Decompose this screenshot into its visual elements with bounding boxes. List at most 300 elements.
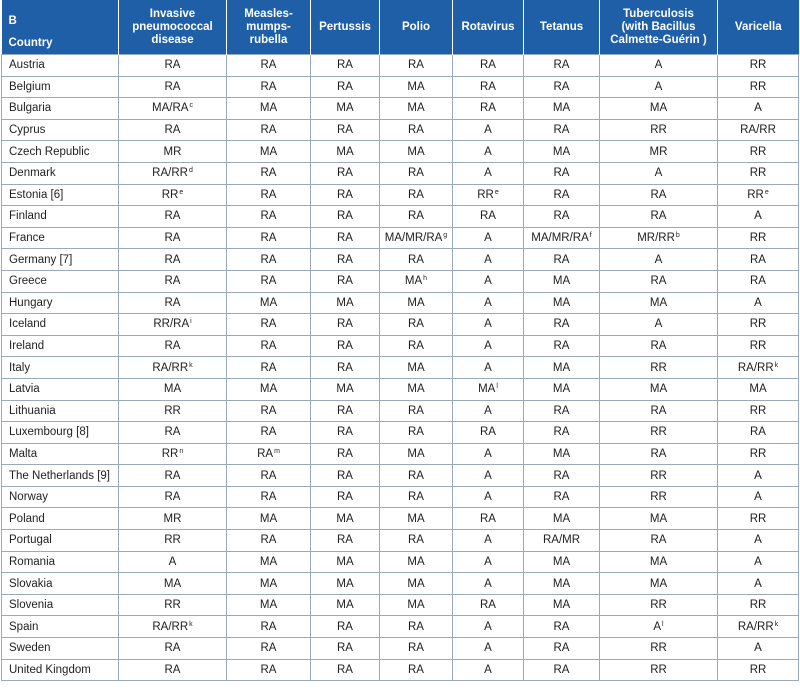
value-text: A	[754, 555, 762, 568]
country-cell	[2, 573, 119, 595]
value-cell-polio	[380, 227, 453, 249]
value-text: RA	[164, 642, 181, 655]
country-cell	[2, 659, 119, 681]
country-name: Portugal	[9, 534, 52, 547]
value-text: RA	[553, 167, 570, 180]
value-cell-rotavirus	[453, 508, 524, 530]
value-cell-polio	[380, 206, 453, 228]
value-text: RA	[337, 469, 353, 482]
value-text: RR	[749, 80, 767, 93]
country-cell	[2, 184, 119, 206]
value-text: MA	[336, 383, 354, 396]
value-cell-varicella	[718, 594, 799, 616]
value-cell-varicella	[718, 357, 799, 379]
value-text: RR	[749, 232, 767, 245]
table-row	[2, 357, 799, 379]
country-cell	[2, 162, 119, 184]
value-text: A	[484, 167, 492, 180]
value-cell-measles-mumps-rubella	[227, 378, 311, 400]
footnote-marker: n	[179, 447, 184, 455]
value-text: MA	[552, 296, 571, 309]
value-text: MA	[649, 102, 668, 115]
value-cell-measles-mumps-rubella	[227, 314, 311, 336]
value-cell-rotavirus	[453, 55, 524, 77]
value-cell-polio	[380, 98, 453, 120]
value-cell-tuberculosis	[600, 616, 718, 638]
table-row	[2, 55, 799, 77]
value-text: RA	[337, 534, 353, 547]
value-cell-pertussis	[311, 98, 380, 120]
value-cell-polio	[380, 119, 453, 141]
value-text: RA	[408, 167, 424, 180]
value-cell-measles-mumps-rubella	[227, 551, 311, 573]
value-text: A	[484, 318, 492, 331]
value-text: RA	[553, 340, 570, 353]
value-text: RA	[164, 124, 181, 137]
country-name: Germany [7]	[9, 253, 73, 266]
value-cell-invasive-pneumococcal-disease	[119, 335, 227, 357]
value-text: A	[484, 620, 492, 633]
table-row	[2, 270, 799, 292]
value-text: RA	[553, 469, 570, 482]
value-cell-varicella	[718, 638, 799, 660]
value-cell-varicella	[718, 76, 799, 98]
value-cell-tetanus	[524, 551, 600, 573]
table-row	[2, 530, 799, 552]
value-text: RA	[260, 253, 277, 266]
country-name: United Kingdom	[9, 663, 91, 676]
value-cell-invasive-pneumococcal-disease	[119, 141, 227, 163]
country-name: Latvia	[9, 383, 40, 396]
value-cell-varicella	[718, 551, 799, 573]
table-row	[2, 184, 799, 206]
value-cell-tuberculosis	[600, 443, 718, 465]
value-text: MA	[407, 80, 425, 93]
footnote-marker: g	[443, 232, 448, 240]
value-cell-rotavirus	[453, 551, 524, 573]
value-text: MA	[259, 296, 278, 309]
value-text: RA	[408, 469, 424, 482]
country-name: Slovenia	[9, 599, 54, 612]
value-cell-rotavirus	[453, 162, 524, 184]
value-text: MA	[259, 102, 278, 115]
value-cell-tetanus	[524, 443, 600, 465]
value-text: RR	[749, 663, 767, 676]
value-text: MA	[407, 361, 425, 374]
value-cell-rotavirus	[453, 422, 524, 444]
value-cell-varicella	[718, 335, 799, 357]
value-cell-measles-mumps-rubella	[227, 486, 311, 508]
value-cell-invasive-pneumococcal-disease	[119, 76, 227, 98]
country-cell	[2, 400, 119, 422]
value-cell-pertussis	[311, 314, 380, 336]
value-text: RA	[337, 426, 353, 439]
value-text: RA/RR	[152, 620, 189, 633]
value-cell-measles-mumps-rubella	[227, 98, 311, 120]
country-name: Spain	[9, 620, 39, 633]
value-text: MA	[552, 275, 571, 288]
table-row	[2, 422, 799, 444]
value-text: RA	[553, 663, 570, 676]
value-cell-pertussis	[311, 378, 380, 400]
value-cell-measles-mumps-rubella	[227, 55, 311, 77]
value-cell-measles-mumps-rubella	[227, 227, 311, 249]
value-text: RR	[749, 59, 767, 72]
value-text: MA/MR/RA	[531, 232, 589, 245]
value-text: RA	[480, 512, 496, 525]
value-cell-measles-mumps-rubella	[227, 249, 311, 271]
value-text: RA	[260, 318, 277, 331]
country-name: Estonia [6]	[9, 188, 64, 201]
header-country	[2, 0, 119, 55]
value-cell-measles-mumps-rubella	[227, 119, 311, 141]
value-cell-pertussis	[311, 162, 380, 184]
value-text: RA	[337, 253, 353, 266]
value-text: RA/RR	[740, 124, 776, 137]
value-text: A	[484, 577, 492, 590]
table-row	[2, 616, 799, 638]
value-text: RA	[337, 620, 353, 633]
value-text: RA	[408, 210, 424, 223]
value-cell-invasive-pneumococcal-disease	[119, 314, 227, 336]
value-text: RA	[553, 59, 570, 72]
value-cell-measles-mumps-rubella	[227, 443, 311, 465]
value-cell-tetanus	[524, 508, 600, 530]
value-text: RA	[553, 491, 570, 504]
value-text: A	[484, 124, 492, 137]
value-cell-rotavirus	[453, 594, 524, 616]
footnote-marker: c	[189, 102, 193, 110]
country-name: Sweden	[9, 642, 51, 655]
value-text: RA	[650, 188, 667, 201]
value-text: MA	[552, 447, 571, 460]
value-text: RA	[553, 404, 570, 417]
footnote-marker: l	[662, 620, 664, 628]
value-cell-invasive-pneumococcal-disease	[119, 465, 227, 487]
header-country-label: Country	[8, 37, 53, 49]
value-text: RA	[553, 188, 570, 201]
value-cell-varicella	[718, 659, 799, 681]
value-text: RA	[337, 188, 353, 201]
value-text: MA	[259, 599, 278, 612]
value-cell-polio	[380, 530, 453, 552]
country-name: Hungary	[9, 296, 53, 309]
table-row	[2, 638, 799, 660]
value-text: RA	[337, 59, 353, 72]
value-cell-tetanus	[524, 162, 600, 184]
value-text: RR	[650, 426, 667, 439]
value-cell-invasive-pneumococcal-disease	[119, 227, 227, 249]
value-cell-polio	[380, 659, 453, 681]
value-text: MA	[259, 512, 278, 525]
value-cell-rotavirus	[453, 659, 524, 681]
footnote-marker: k	[774, 361, 779, 369]
value-text: A	[654, 318, 663, 331]
country-name: Belgium	[9, 80, 51, 93]
value-cell-tuberculosis	[600, 400, 718, 422]
footnote-marker: m	[274, 447, 280, 455]
value-cell-polio	[380, 292, 453, 314]
value-cell-tuberculosis	[600, 530, 718, 552]
value-text: RA	[553, 620, 570, 633]
table-row	[2, 335, 799, 357]
value-text: MA	[336, 512, 354, 525]
header-tetanus-label: Tetanus	[539, 20, 584, 33]
country-name: Iceland	[9, 318, 47, 331]
table-row	[2, 119, 799, 141]
value-cell-tuberculosis	[600, 486, 718, 508]
value-text: RA	[260, 361, 277, 374]
value-cell-tuberculosis	[600, 465, 718, 487]
value-text: RA	[260, 469, 277, 482]
value-text: RA	[260, 620, 277, 633]
value-text: RA	[650, 210, 667, 223]
value-text: RA	[337, 447, 353, 460]
value-text: RA	[164, 210, 181, 223]
value-cell-pertussis	[311, 486, 380, 508]
value-cell-polio	[380, 357, 453, 379]
value-text: RA	[164, 469, 181, 482]
country-name: Romania	[9, 555, 56, 568]
value-text: MA	[749, 383, 767, 396]
value-text: RA	[164, 80, 181, 93]
value-text: RA	[337, 642, 353, 655]
value-cell-rotavirus	[453, 141, 524, 163]
table-row	[2, 98, 799, 120]
country-name: Italy	[9, 361, 31, 374]
value-cell-invasive-pneumococcal-disease	[119, 422, 227, 444]
value-text: RR	[650, 642, 667, 655]
country-name: The Netherlands [9]	[9, 469, 111, 482]
value-cell-pertussis	[311, 400, 380, 422]
value-cell-tetanus	[524, 486, 600, 508]
footnote-marker: i	[190, 318, 192, 326]
value-text: RA	[260, 124, 277, 137]
value-text: RA	[337, 167, 353, 180]
value-text: RA	[553, 426, 570, 439]
value-cell-rotavirus	[453, 270, 524, 292]
country-cell	[2, 206, 119, 228]
value-text: RA	[408, 534, 424, 547]
value-text: RA/RR	[737, 620, 774, 633]
value-text: RA	[650, 447, 667, 460]
value-text: RR	[749, 167, 767, 180]
value-text: RA	[408, 404, 424, 417]
value-text: RR/RA	[153, 318, 190, 331]
footnote-marker: e	[494, 188, 499, 196]
value-cell-polio	[380, 551, 453, 573]
value-cell-measles-mumps-rubella	[227, 616, 311, 638]
value-cell-rotavirus	[453, 573, 524, 595]
header-varicella-label: Varicella	[734, 20, 782, 33]
value-text: RR	[164, 404, 181, 417]
value-cell-varicella	[718, 465, 799, 487]
value-text: RA	[553, 642, 570, 655]
value-text: MA	[407, 145, 425, 158]
header-varicella	[718, 0, 799, 55]
value-text: MA	[649, 577, 668, 590]
table-row	[2, 162, 799, 184]
value-text: MA	[163, 383, 182, 396]
value-cell-pertussis	[311, 508, 380, 530]
value-cell-varicella	[718, 270, 799, 292]
value-text: A	[653, 620, 662, 633]
value-cell-pertussis	[311, 119, 380, 141]
value-text: A	[654, 59, 663, 72]
value-cell-polio	[380, 422, 453, 444]
value-text: A	[484, 145, 492, 158]
value-cell-varicella	[718, 616, 799, 638]
value-text: A	[654, 80, 663, 93]
table-row	[2, 573, 799, 595]
value-text: A	[754, 296, 762, 309]
value-cell-tuberculosis	[600, 292, 718, 314]
value-cell-rotavirus	[453, 227, 524, 249]
value-cell-invasive-pneumococcal-disease	[119, 292, 227, 314]
value-cell-tetanus	[524, 98, 600, 120]
value-text: RA	[260, 491, 277, 504]
header-rotavirus-label: Rotavirus	[461, 20, 515, 33]
value-text: MA	[407, 102, 425, 115]
table-row	[2, 314, 799, 336]
footnote-marker: k	[774, 620, 779, 628]
value-text: MA	[407, 512, 425, 525]
value-text: RA	[480, 59, 496, 72]
value-cell-varicella	[718, 119, 799, 141]
value-text: A	[484, 361, 492, 374]
value-text: RA	[260, 167, 277, 180]
country-cell	[2, 249, 119, 271]
value-cell-polio	[380, 141, 453, 163]
value-text: MA	[552, 599, 571, 612]
country-cell	[2, 119, 119, 141]
value-text: RA	[260, 59, 277, 72]
value-cell-polio	[380, 443, 453, 465]
value-cell-tetanus	[524, 400, 600, 422]
value-text: A	[484, 555, 492, 568]
value-text: RA	[408, 620, 424, 633]
value-cell-measles-mumps-rubella	[227, 335, 311, 357]
value-cell-measles-mumps-rubella	[227, 270, 311, 292]
value-cell-rotavirus	[453, 314, 524, 336]
country-cell	[2, 551, 119, 573]
value-cell-measles-mumps-rubella	[227, 292, 311, 314]
value-text: RR	[749, 404, 767, 417]
value-text: RR	[477, 188, 494, 201]
value-text: RA	[257, 447, 274, 460]
country-cell	[2, 594, 119, 616]
value-cell-rotavirus	[453, 486, 524, 508]
value-cell-varicella	[718, 184, 799, 206]
value-text: MA	[649, 296, 668, 309]
value-cell-pertussis	[311, 270, 380, 292]
country-cell	[2, 638, 119, 660]
value-cell-rotavirus	[453, 378, 524, 400]
value-cell-pertussis	[311, 76, 380, 98]
country-name: Luxembourg [8]	[9, 426, 89, 439]
value-cell-pertussis	[311, 335, 380, 357]
value-text: A	[484, 491, 492, 504]
value-cell-rotavirus	[453, 638, 524, 660]
value-cell-measles-mumps-rubella	[227, 465, 311, 487]
table-body	[2, 55, 799, 681]
value-text: A	[484, 296, 492, 309]
value-text: RA	[164, 275, 181, 288]
value-cell-rotavirus	[453, 249, 524, 271]
value-text: RA	[480, 426, 496, 439]
value-text: RA	[164, 59, 181, 72]
value-cell-tuberculosis	[600, 76, 718, 98]
value-text: RA	[408, 426, 424, 439]
value-cell-tuberculosis	[600, 119, 718, 141]
value-text: RR	[164, 534, 181, 547]
vaccination-table	[1, 0, 799, 681]
value-cell-tetanus	[524, 659, 600, 681]
header-tuberculosis-label: Tuberculosis (with Bacillus Calmette-Guérin )	[610, 7, 707, 46]
value-cell-measles-mumps-rubella	[227, 206, 311, 228]
value-text: A	[754, 577, 762, 590]
value-text: RR	[650, 361, 667, 374]
country-name: Finland	[9, 210, 47, 223]
value-cell-rotavirus	[453, 465, 524, 487]
value-text: A	[754, 642, 762, 655]
value-cell-invasive-pneumococcal-disease	[119, 206, 227, 228]
value-cell-rotavirus	[453, 443, 524, 465]
table-row	[2, 249, 799, 271]
header-pertussis	[311, 0, 380, 55]
value-cell-measles-mumps-rubella	[227, 357, 311, 379]
country-name: Slovakia	[9, 577, 53, 590]
country-name: Austria	[9, 59, 45, 72]
value-text: A	[754, 102, 762, 115]
header-invasive-pneumococcal-disease-label: Invasive pneumococcal disease	[132, 7, 213, 46]
value-text: RA	[337, 232, 353, 245]
header-measles-mumps-rubella	[227, 0, 311, 55]
value-cell-pertussis	[311, 551, 380, 573]
value-cell-polio	[380, 249, 453, 271]
value-text: MA	[649, 383, 668, 396]
value-cell-varicella	[718, 486, 799, 508]
value-cell-measles-mumps-rubella	[227, 659, 311, 681]
value-cell-invasive-pneumococcal-disease	[119, 638, 227, 660]
value-cell-invasive-pneumococcal-disease	[119, 378, 227, 400]
country-cell	[2, 335, 119, 357]
header-polio-label: Polio	[401, 20, 431, 33]
value-cell-polio	[380, 335, 453, 357]
value-cell-pertussis	[311, 465, 380, 487]
value-text: MA	[163, 577, 182, 590]
value-text: RA	[553, 80, 570, 93]
value-cell-tetanus	[524, 227, 600, 249]
value-text: A	[484, 642, 492, 655]
value-cell-rotavirus	[453, 357, 524, 379]
value-cell-invasive-pneumococcal-disease	[119, 508, 227, 530]
value-cell-pertussis	[311, 141, 380, 163]
value-text: A	[754, 210, 762, 223]
table-row	[2, 465, 799, 487]
value-cell-tetanus	[524, 206, 600, 228]
value-text: A	[168, 555, 177, 568]
value-cell-tetanus	[524, 335, 600, 357]
value-cell-tuberculosis	[600, 638, 718, 660]
value-text: MA	[649, 512, 668, 525]
value-text: RA/MR	[542, 534, 581, 547]
value-text: RA	[260, 642, 277, 655]
value-text: RA/RR	[152, 361, 189, 374]
value-text: RA	[650, 404, 667, 417]
value-cell-tuberculosis	[600, 335, 718, 357]
header-polio	[380, 0, 453, 55]
